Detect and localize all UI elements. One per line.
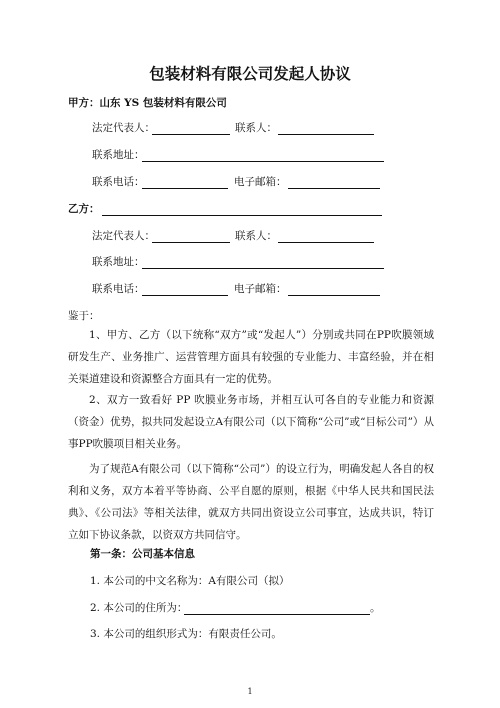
party-b-legal-rep-field[interactable] [152,242,230,243]
recital-1: 1、甲方、乙方（以下统称“双方”或“发起人”）分别或共同在PP吹膜领域研发生产、业务推广、运营管理方面具有较强的专业能力、丰富经验，并在相关渠道建设和资源整合方面具有一定的优势。 [68,329,434,385]
party-b-heading: 乙方： [68,203,100,215]
party-a-email-label: 电子邮箱： [234,176,287,188]
party-b-contact-label: 联系人： [235,230,277,242]
party-a-phone-label: 联系电话： [92,176,145,188]
article-1-item-2-end: 。 [370,602,381,614]
recital-2: 2、双方一致看好 PP 吹膜业务市场，并相互认可各自的专业能力和资源（资金）优势，拟共同发起设立A有限公司（以下简称“公司”或“目标公司”）从事PP吹膜项目相关业务。 [68,394,434,450]
party-a-address-field[interactable] [142,161,384,162]
whereas-label: 鉴于： [68,310,100,322]
party-b-email-label: 电子邮箱： [234,283,287,295]
article-1-heading: 第一条：公司基本信息 [90,548,195,560]
party-a-heading: 甲方：山东 YS 包装材料有限公司 [68,97,227,109]
party-a-address-label: 联系地址： [92,149,145,161]
party-b-legal-rep-label: 法定代表人： [92,230,155,242]
company-address-field[interactable] [184,614,370,615]
party-b-address-field[interactable] [142,268,384,269]
page-number: 1 [247,687,253,696]
party-a-phone-field[interactable] [142,188,228,189]
party-a-legal-rep-field[interactable] [152,134,230,135]
page-title: 包装材料有限公司发起人协议 [149,64,351,83]
party-a-legal-rep-label: 法定代表人： [92,122,155,134]
party-a-contact-label: 联系人： [235,122,277,134]
purpose-paragraph: 为了规范A有限公司（以下简称“公司”）的设立行为，明确发起人各自的权利和义务，双方本着平等协商、公平自愿的原则，根据《中华人民共和国民法典》、《公司法》等相关法律，就双方共同出资设立公司事宜，达成共识，特订立如下协议条款，以资双方共同信守。 [68,463,434,541]
party-a-email-field[interactable] [288,188,380,189]
article-1-item-1: 1. 本公司的中文名称为：A有限公司（拟） [90,575,290,587]
article-1-item-3: 3. 本公司的组织形式为：有限责任公司。 [90,628,282,640]
party-b-phone-label: 联系电话： [92,283,145,295]
party-a-contact-field[interactable] [278,134,374,135]
party-b-phone-field[interactable] [142,295,228,296]
party-b-contact-field[interactable] [278,242,374,243]
party-b-email-field[interactable] [288,295,380,296]
party-b-address-label: 联系地址： [92,256,145,268]
party-b-name-field[interactable] [102,215,382,216]
article-1-item-2-label: 2. 本公司的住所为： [90,602,188,614]
